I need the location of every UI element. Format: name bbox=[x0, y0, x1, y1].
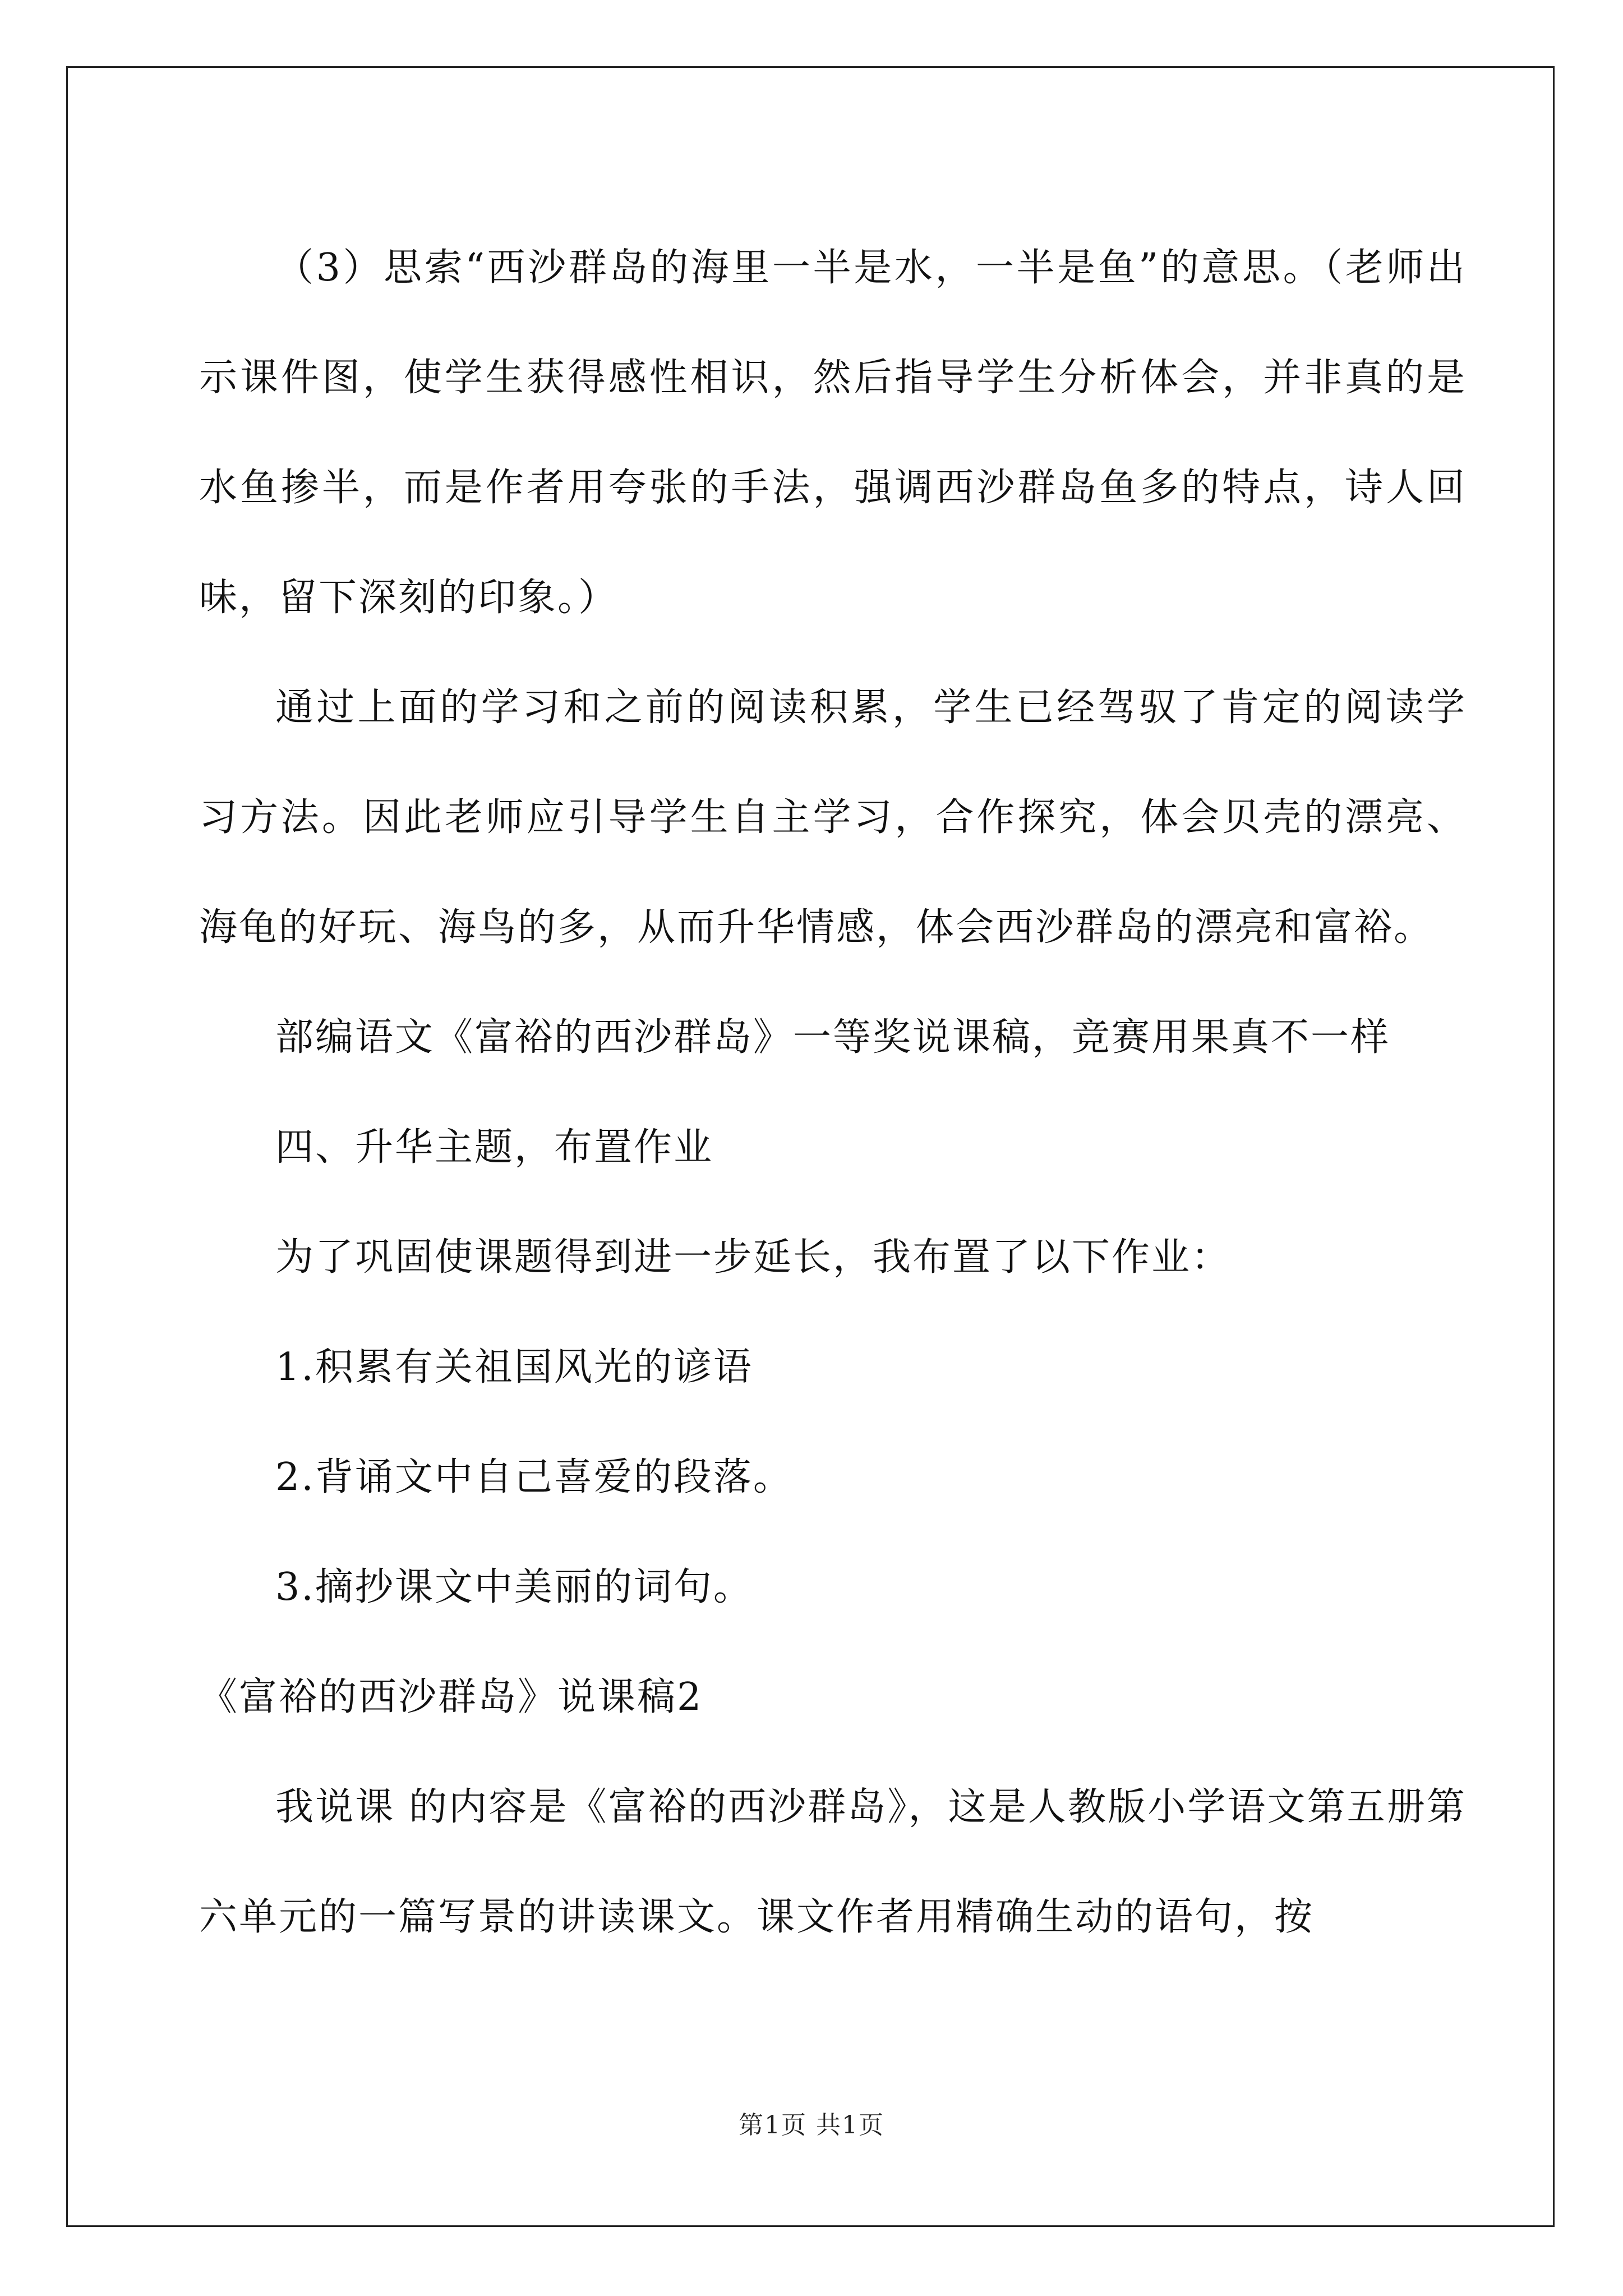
paragraph-award-title: 部编语文《富裕的西沙群岛》一等奖说课稿，竞赛用果真不一样 bbox=[275, 1015, 1391, 1060]
paragraph-lesson-intro: 我说课 的内容是《富裕的西沙群岛》，这是人教版小学语文第五册第六单元的一篇写景的讲读课文。课文作者用精确生动的语句，按 bbox=[199, 1785, 1467, 1939]
homework-item-2: 2.背诵文中自己喜爱的段落。 bbox=[275, 1455, 793, 1499]
homework-item-1: 1.积累有关祖国风光的谚语 bbox=[275, 1345, 753, 1389]
paragraph-section-four: 四、升华主题，布置作业 bbox=[275, 1125, 714, 1170]
document-body bbox=[199, 213, 1467, 1972]
paragraph-homework-intro: 为了巩固使课题得到进一步延长，我布置了以下作业： bbox=[275, 1235, 1232, 1280]
paragraph-reading-methods: 通过上面的学习和之前的阅读积累，学生已经驾驭了肯定的阅读学习方法。因此老师应引导学生自主学习，合作探究，体会贝壳的漂亮、海龟的好玩、海鸟的多，从而升华情感，体会西沙群岛的漂亮和富裕。 bbox=[199, 685, 1467, 950]
section-heading: 《富裕的西沙群岛》说课稿2 bbox=[199, 1675, 703, 1719]
homework-item-3: 3.摘抄课文中美丽的词句。 bbox=[275, 1565, 753, 1609]
page-footer: 第1页 共1页 bbox=[739, 2111, 884, 2139]
paragraph-thinking-sea: （3）思索“西沙群岛的海里一半是水，一半是鱼”的意思。（老师出示课件图，使学生获得感性相识，然后指导学生分析体会，并非真的是水鱼掺半，而是作者用夸张的手法，强调西沙群岛鱼多的特点，诗人回味，留下深刻的印象。） bbox=[199, 246, 1467, 620]
